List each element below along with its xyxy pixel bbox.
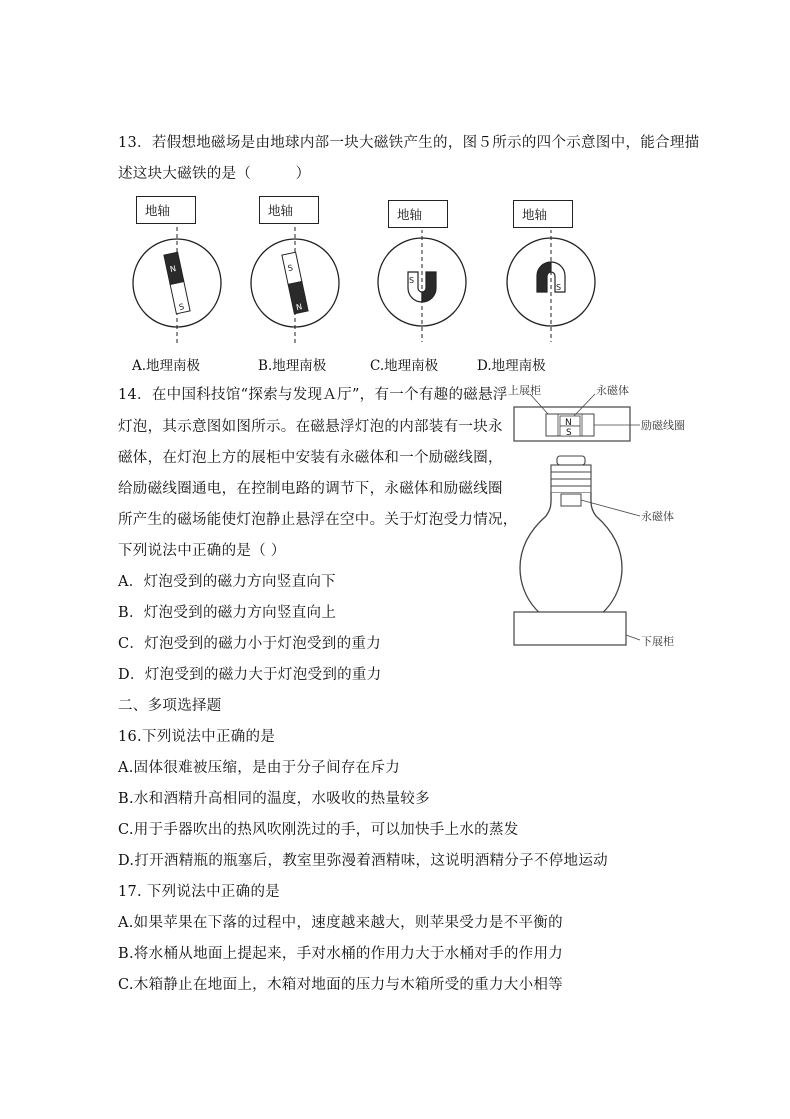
pole-n-a: N: [169, 264, 177, 275]
label-upper-cabinet: 上展柜: [508, 384, 541, 397]
q17-option-a: A.如果苹果在下落的过程中，速度越来越大，则苹果受力是不平衡的: [118, 915, 563, 931]
magnet-pole-s: S: [566, 428, 572, 438]
q16-option-b: B.水和酒精升高相同的温度，水吸收的热量较多: [118, 791, 430, 807]
axis-label-box-d: 地轴: [513, 200, 573, 228]
q16-option-a: A.固体很难被压缩，是由于分子间存在斥力: [118, 760, 401, 776]
pole-s-d: S: [556, 283, 562, 292]
q14-option-c: C．灯泡受到的磁力小于灯泡受到的重力: [118, 636, 381, 652]
figure-13b-bar-magnet: [250, 226, 340, 346]
axis-label-box-a: 地轴: [136, 196, 196, 224]
q13-option-b: B.地理南极: [258, 358, 327, 374]
pole-s-a: S: [178, 302, 186, 312]
label-coil: 励磁线圈: [641, 419, 685, 432]
q17-option-c: C.木箱静止在地面上，木箱对地面的压力与木箱所受的重力大小相等: [118, 977, 563, 993]
q17-stem: 17. 下列说法中正确的是: [118, 884, 281, 900]
axis-label-box-b: 地轴: [259, 196, 319, 224]
label-permanent-magnet-bulb: 永磁体: [641, 510, 674, 523]
pole-s-b: S: [286, 263, 294, 274]
q14-option-d: D．灯泡受到的磁力大于灯泡受到的重力: [118, 667, 382, 683]
q16-option-d: D.打开酒精瓶的瓶塞后，教室里弥漫着酒精味，这说明酒精分子不停地运动: [118, 853, 608, 869]
q14-stem-line-2: 灯泡，其示意图如图所示。在磁悬浮灯泡的内部装有一块永: [118, 419, 503, 435]
q13-stem-line-1: 13．若假想地磁场是由地球内部一块大磁铁产生的，图５所示的四个示意图中，能合理描: [118, 135, 700, 151]
q14-stem-line-1: 14．在中国科技馆“探索与发现Ａ厅”，有一个有趣的磁悬浮: [118, 387, 508, 403]
section-title-multiple-choice: 二、多项选择题: [118, 698, 222, 714]
q14-option-a: A．灯泡受到的磁力方向竖直向下: [118, 574, 336, 590]
q14-stem-line-4: 给励磁线圈通电，在控制电路的调节下，永磁体和励磁线圈: [118, 481, 503, 497]
q14-stem-line-5: 所产生的磁场能使灯泡静止悬浮在空中。关于灯泡受力情况，: [118, 512, 518, 528]
q13-option-c: C.地理南极: [370, 358, 439, 374]
q17-option-b: B.将水桶从地面上提起来，手对水桶的作用力大于水桶对手的作用力: [118, 946, 564, 962]
q14-stem-line-6: 下列说法中正确的是（ ）: [118, 543, 286, 559]
q13-option-d: D.地理南极: [477, 358, 546, 374]
q14-stem-line-3: 磁体，在灯泡上方的展柜中安装有永磁体和一个励磁线圈，: [118, 450, 503, 466]
q13-option-a: A.地理南极: [132, 358, 201, 374]
pole-n-b: N: [295, 302, 303, 313]
pole-s-c: S: [409, 276, 415, 285]
axis-label-box-c: 地轴: [388, 200, 448, 228]
figure-13c-horseshoe-magnet: [376, 230, 468, 346]
figure-13d-horseshoe-magnet: [505, 230, 597, 346]
magnet-pole-n: N: [565, 418, 572, 428]
label-permanent-magnet-top: 永磁体: [596, 384, 629, 397]
label-lower-cabinet: 下展柜: [641, 635, 674, 648]
figure-13a-bar-magnet: [132, 226, 222, 346]
q16-stem: 16.下列说法中正确的是: [118, 729, 276, 745]
q14-option-b: B．灯泡受到的磁力方向竖直向上: [118, 605, 337, 621]
figure-14-levitation-bulb: [500, 380, 710, 655]
q16-option-c: C.用于手器吹出的热风吹刚洗过的手，可以加快手上水的蒸发: [118, 822, 519, 838]
q13-stem-line-2: 述这块大磁铁的是（ ）: [118, 166, 311, 182]
